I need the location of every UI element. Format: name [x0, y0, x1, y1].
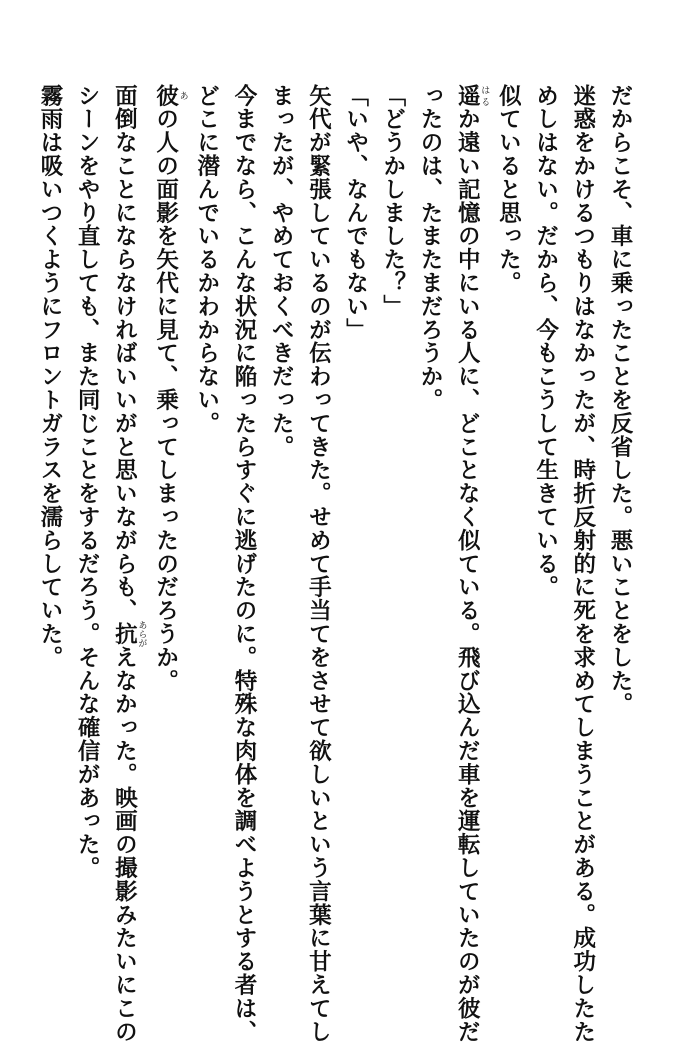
text-line-with-ruby: 遥 はるか遠い記憶の中にいる人に、どことなく似ている。飛び込んだ車を運転していたのが彼だ	[454, 84, 490, 1043]
text-line: 「どうかしました？」	[379, 84, 406, 318]
text-line: だからこそ、車に乗ったことを反省した。悪いことをした。	[607, 84, 633, 716]
text-line: 霧雨は吸いつくようにフロントガラスを濡らしていた。	[36, 84, 63, 669]
text-line: まったが、やめておくべきだった。	[268, 84, 295, 459]
text-line: 似ていると思った。	[495, 84, 522, 295]
text-line: シーンをやり直しても、また同じことをするだろう。そんな確信があった。	[74, 84, 101, 880]
text-line: めしはない。だから、今もこうして生きている。	[532, 84, 559, 599]
text-line-with-ruby: 面倒なことにならなければいいがと思いながらも、抗 あらがえなかった。映画の撮影みたいにこの	[111, 84, 147, 1043]
ruby-annotation: 抗 あらが	[111, 620, 147, 648]
text-line: 迷惑をかけるつもりはなかったが、時折反射的に死を求めてしまうことがある。成功したた	[569, 84, 596, 1043]
text-line: 矢代が緊張しているのが伝わってきた。せめて手当てをさせて欲しいという言葉に甘えてし	[305, 84, 332, 1043]
text-line: どこに潜んでいるかわからない。	[193, 84, 220, 435]
text-line: 「いや、なんでもない」	[342, 84, 369, 342]
text-line-with-ruby: 彼 あの人の面影を矢代に見て、乗ってしまったのだろうか。	[152, 84, 188, 693]
ruby-annotation: 彼 あ	[152, 84, 188, 108]
vertical-text-body	[31, 84, 638, 1043]
ruby-annotation: 遥 はる	[454, 84, 490, 108]
text-line: ったのは、たまたまだろうか。	[416, 84, 443, 412]
text-line: 今までなら、こんな状況に陥ったらすぐに逃げたのに。特殊な肉体を調べようとする者は、	[230, 84, 257, 1043]
